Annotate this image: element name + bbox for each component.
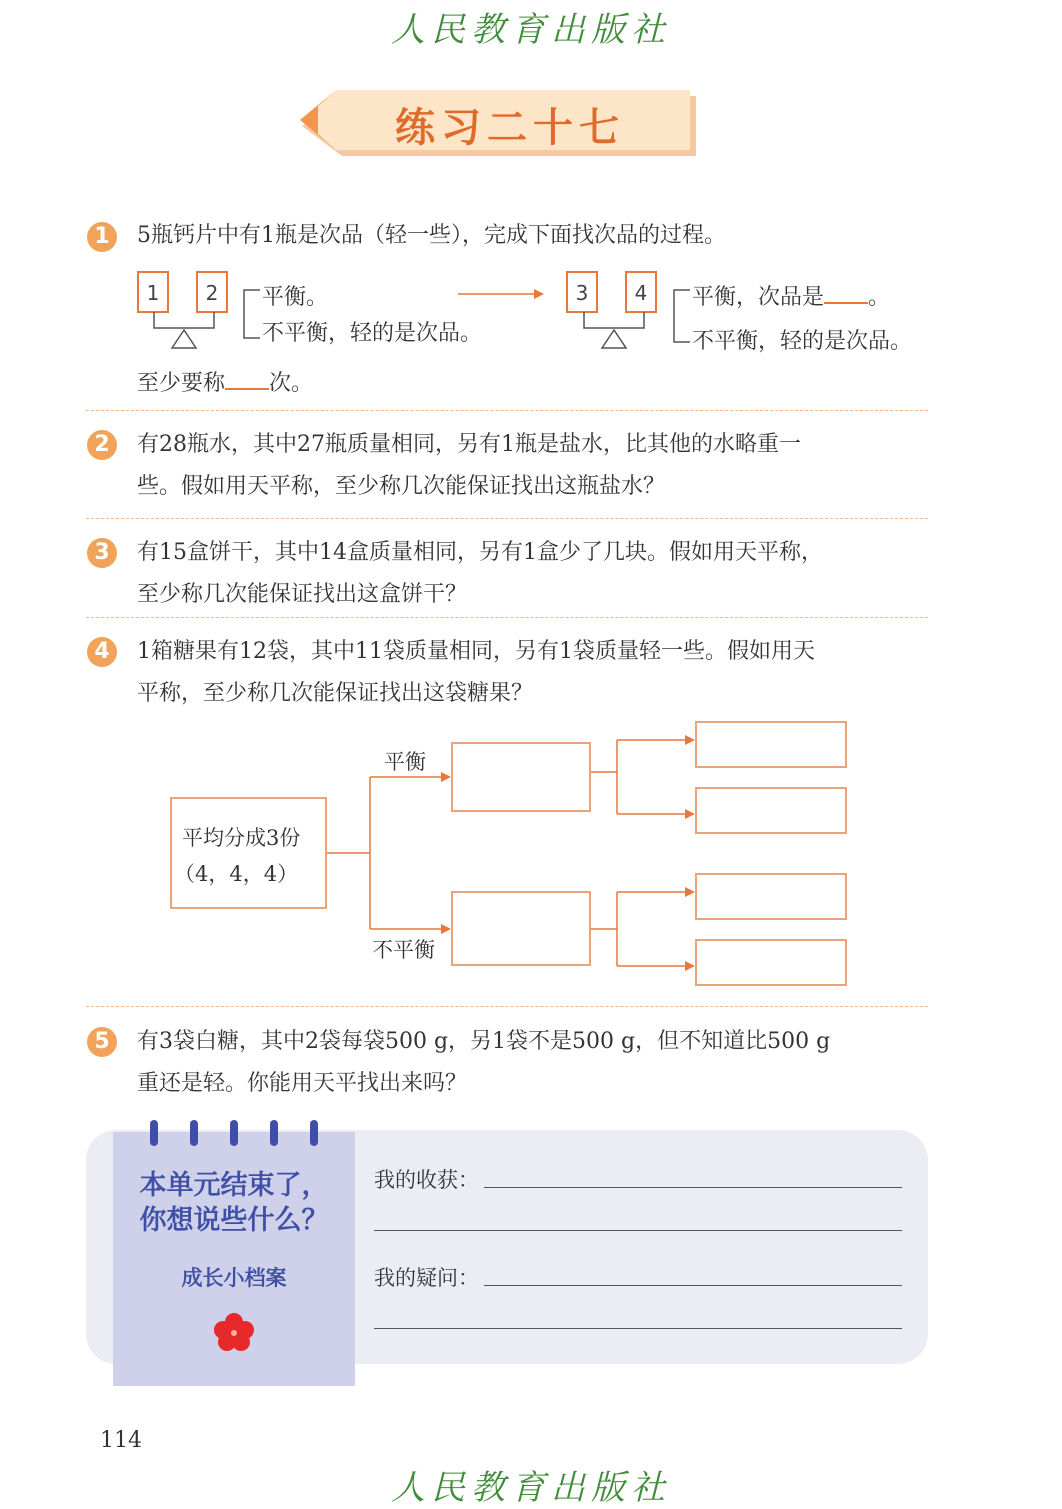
question-label: 我的疑问：: [374, 1266, 479, 1290]
binder-ring-icon: [270, 1120, 278, 1146]
bottle-box-2: 2: [196, 271, 228, 313]
tag-subtitle: 成长小档案: [181, 1266, 287, 1290]
times-answer-blank[interactable]: [225, 370, 269, 390]
gain-writing-line[interactable]: [374, 1230, 902, 1231]
question-4-line2: 平称，至少称几次能保证找出这袋糖果？: [137, 681, 534, 706]
question-1-text: 5瓶钙片中有1瓶是次品（轻一些），完成下面找次品的过程。: [137, 223, 726, 248]
binder-ring-icon: [150, 1120, 158, 1146]
publisher-footer: 人民教育出版社: [391, 1468, 671, 1508]
question-3-line2: 至少称几次能保证找出这盒饼干？: [137, 582, 468, 607]
page-title: 练习二十七: [395, 105, 625, 151]
right-unbalanced-text: 不平衡，轻的是次品。: [692, 329, 913, 354]
bottle-box-4: 4: [625, 271, 657, 313]
balance-scale-right-icon: [580, 312, 670, 354]
flow-answer-box[interactable]: [695, 787, 847, 834]
question-number-2: 2: [87, 430, 117, 460]
arrow-right-icon: [458, 286, 548, 302]
defective-answer-blank[interactable]: [824, 284, 868, 304]
right-balanced-text: 平衡，次品是: [692, 285, 825, 310]
flow-answer-box[interactable]: [695, 721, 847, 768]
question-2-line2: 些。假如用天平称，至少称几次能保证找出这瓶盐水？: [137, 474, 666, 499]
question-number-1: 1: [87, 222, 117, 252]
gain-label: 我的收获：: [374, 1168, 479, 1192]
flow-answer-box[interactable]: [451, 891, 591, 966]
bracket-icon-right: [668, 286, 692, 348]
left-unbalanced-text: 不平衡，轻的是次品。: [262, 321, 483, 346]
bottle-box-3: 3: [566, 271, 598, 313]
question-number-4: 4: [87, 637, 117, 667]
gain-writing-line[interactable]: [484, 1187, 902, 1188]
tag-heading: [120, 1168, 348, 1238]
times-post-text: 次。: [269, 371, 314, 396]
question-4-line1: 1箱糖果有12袋，其中11袋质量相同，另有1袋质量轻一些。假如用天: [137, 639, 815, 664]
question-5-line1: 有3袋白糖，其中2袋每袋500 g，另1袋不是500 g，但不知道比500 g: [137, 1029, 831, 1054]
section-divider: [86, 410, 928, 411]
section-divider: [86, 1006, 928, 1007]
right-balanced-line: [692, 280, 890, 311]
question-3-line1: 有15盒饼干，其中14盒质量相同，另有1盒少了几块。假如用天平称，: [137, 540, 823, 565]
section-divider: [86, 518, 928, 519]
branch-unbalanced-label: 不平衡: [372, 938, 435, 962]
binder-ring-icon: [310, 1120, 318, 1146]
question-5-line2: 重还是轻。你能用天平找出来吗？: [137, 1071, 468, 1096]
flow-answer-box[interactable]: [451, 742, 591, 812]
flow-start-line1: 平均分成3份: [182, 826, 301, 850]
question-writing-line[interactable]: [484, 1285, 902, 1286]
question-number-3: 3: [87, 538, 117, 568]
flow-answer-box[interactable]: [695, 939, 847, 986]
branch-balanced-label: 平衡: [384, 750, 426, 774]
page-number: 114: [100, 1428, 142, 1453]
flow-start-box: [170, 797, 327, 909]
left-balanced-text: 平衡。: [262, 285, 329, 310]
section-divider: [86, 617, 928, 618]
times-pre-text: 至少要称: [137, 371, 226, 396]
bracket-icon: [238, 286, 262, 342]
publisher-header: 人民教育出版社: [391, 10, 671, 50]
binder-ring-icon: [190, 1120, 198, 1146]
binder-ring-icon: [230, 1120, 238, 1146]
tag-heading-line2: 你想说些什么？: [139, 1205, 329, 1236]
question-writing-line[interactable]: [374, 1328, 902, 1329]
right-balanced-end: 。: [868, 285, 891, 310]
question-number-5: 5: [87, 1027, 117, 1057]
times-line: [137, 366, 313, 397]
bottle-box-1: 1: [137, 271, 169, 313]
flow-start-line2: （4，4，4）: [174, 862, 299, 886]
flow-answer-box[interactable]: [695, 873, 847, 920]
tag-heading-line1: 本单元结束了，: [139, 1170, 329, 1201]
question-2-line1: 有28瓶水，其中27瓶质量相同，另有1瓶是盐水，比其他的水略重一: [137, 432, 801, 457]
flower-icon: [212, 1312, 256, 1352]
